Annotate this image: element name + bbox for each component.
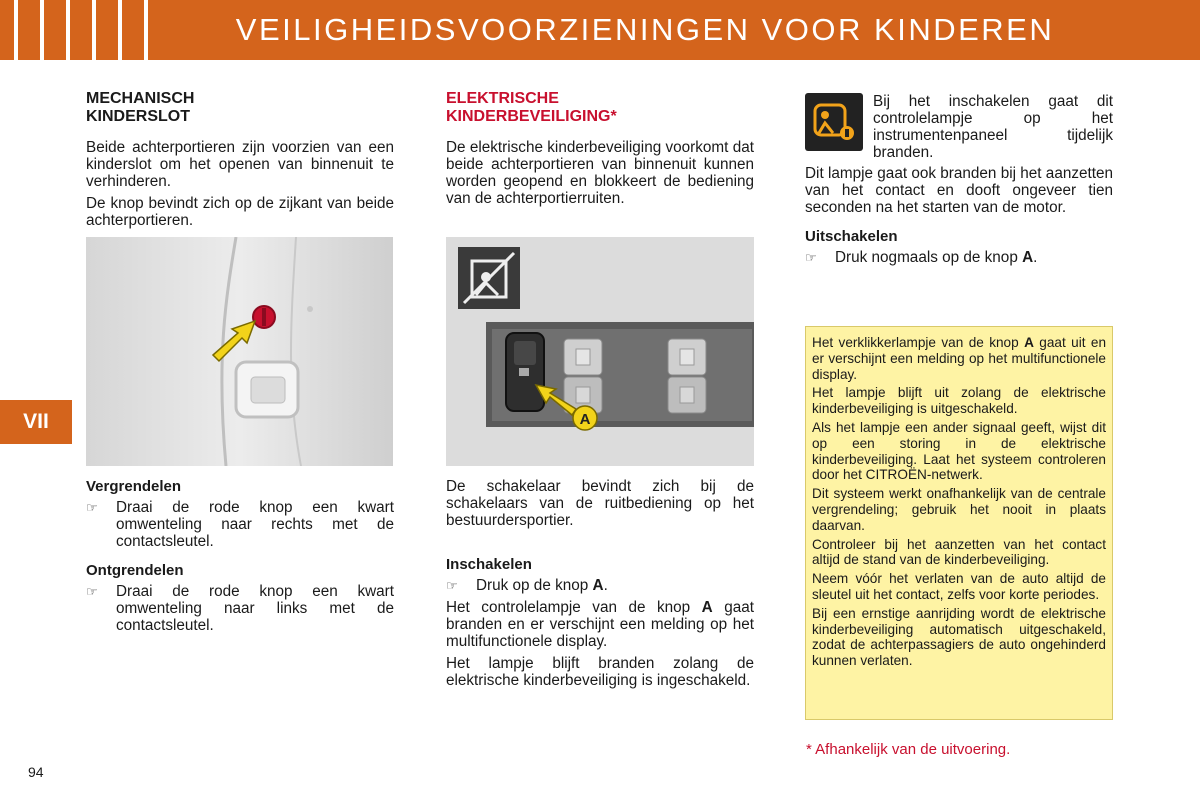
subheading-unlock: Ontgrendelen	[86, 562, 184, 579]
list-item	[805, 249, 1113, 266]
notice-box	[805, 326, 1113, 720]
child-lock-switch-icon	[458, 247, 520, 309]
notice-paragraph: Controleer bij het aanzetten van het contact altijd de stand van de kinderbeveiliging.	[812, 536, 1106, 568]
heading-line: MECHANISCH	[86, 90, 195, 107]
heading-line: KINDERBEVEILIGING*	[446, 108, 617, 125]
pointing-hand-icon: ☞	[86, 500, 98, 515]
pointing-hand-icon: ☞	[86, 584, 98, 599]
child-lock-dashboard-icon	[805, 93, 863, 151]
list-item	[86, 499, 394, 550]
column-electric-lock	[446, 90, 754, 212]
paragraph: Het lampje blijft branden zolang de elektrische kinderbeveiliging is ingeschakeld.	[446, 655, 754, 689]
list-item	[446, 577, 754, 594]
door-child-lock-photo	[86, 237, 393, 466]
paragraph: Het controlelampje van de knop A gaat branden en er verschijnt een melding op het multifunctionele display.	[446, 599, 754, 650]
footnote: * Afhankelijk van de uitvoering.	[806, 741, 1011, 758]
child-lock-button	[506, 333, 544, 411]
column-mechanical-lock	[86, 90, 394, 234]
switch-panel-illustration	[446, 237, 754, 466]
subheading-lock: Vergrendelen	[86, 478, 182, 495]
section-heading	[86, 90, 394, 126]
chapter-label: VII	[23, 410, 49, 433]
subheading-off: Uitschakelen	[805, 228, 898, 245]
list-item-text: Draai de rode knop een kwart omwenteling naar links met de contactsleutel.	[116, 583, 394, 634]
notice-paragraph: Neem vóór het verlaten van de auto altijd de sleutel uit het contact, zelfs voor korte periodes.	[812, 571, 1106, 602]
notice-paragraph: Als het lampje een ander signaal geeft, wijst dit op een storing in de elektrische kinderbeveiliging. Laat het systeem controleren door het CITROËN-netwerk.	[812, 419, 1106, 483]
paragraph: Bij het inschakelen gaat dit controlelampje op het instrumentenpaneel tijdelijk branden.	[873, 93, 1113, 161]
page-title: VEILIGHEIDSVOORZIENINGEN VOOR KINDEREN	[235, 12, 1055, 47]
paragraph: De schakelaar bevindt zich bij de schakelaars van de ruitbediening op het bestuurdersportier.	[446, 478, 754, 529]
column-electric-lock-steps	[446, 478, 754, 694]
list-item-text: Draai de rode knop een kwart omwenteling naar rechts met de contactsleutel.	[116, 499, 394, 550]
column-indicator-more	[805, 165, 1113, 271]
pointing-hand-icon: ☞	[805, 250, 817, 265]
paragraph: Beide achterportieren zijn voorzien van een kinderslot om het openen van binnenuit te verhinderen.	[86, 139, 394, 190]
notice-paragraph: Dit systeem werkt onafhankelijk van de centrale vergrendeling; gebruik het nooit in plaats daarvan.	[812, 486, 1106, 533]
callout-a	[573, 406, 597, 430]
notice-paragraph: Het verklikkerlampje van de knop A gaat uit en er verschijnt een melding op het multifunctionele display.	[812, 335, 1107, 382]
page-number: 94	[28, 764, 44, 780]
paragraph: De elektrische kinderbeveiliging voorkomt dat beide achterportieren van binnenuit kunnen worden geopend en blokkeert de bediening van de achterportierruiten.	[446, 139, 754, 207]
red-lock-knob	[253, 306, 275, 328]
subheading-on: Inschakelen	[446, 556, 532, 573]
pointing-hand-icon: ☞	[446, 578, 458, 593]
door-illustration	[86, 237, 393, 466]
paragraph: De knop bevindt zich op de zijkant van beide achterportieren.	[86, 195, 394, 229]
switch-panel-photo	[446, 237, 754, 466]
column-mechanical-lock-steps	[86, 478, 394, 639]
callout-label: A	[579, 411, 591, 428]
heading-line: KINDERSLOT	[86, 108, 190, 125]
paragraph: Dit lampje gaat ook branden bij het aanzetten van het contact en dooft ongeveer tien seconden na het starten van de motor.	[805, 165, 1113, 216]
notice-paragraph: Het lampje blijft uit zolang de elektrische kinderbeveiliging is uitgeschakeld.	[812, 385, 1106, 417]
header-stripes	[0, 0, 150, 60]
list-item-text: Druk nogmaals op de knop A.	[835, 249, 1038, 266]
chapter-tab	[0, 400, 72, 444]
section-heading	[446, 90, 754, 126]
list-item	[86, 583, 394, 634]
list-item-text: Druk op de knop A.	[476, 577, 608, 594]
page-header	[0, 0, 1200, 60]
notice-paragraph: Bij een ernstige aanrijding wordt de elektrische kinderbeveiliging automatisch uitgeschakeld, zodat de achterpassagiers de auto ongehinderd kunnen verlaten.	[812, 605, 1106, 669]
column-indicator-text	[873, 93, 1113, 166]
heading-line: ELEKTRISCHE	[446, 90, 559, 107]
